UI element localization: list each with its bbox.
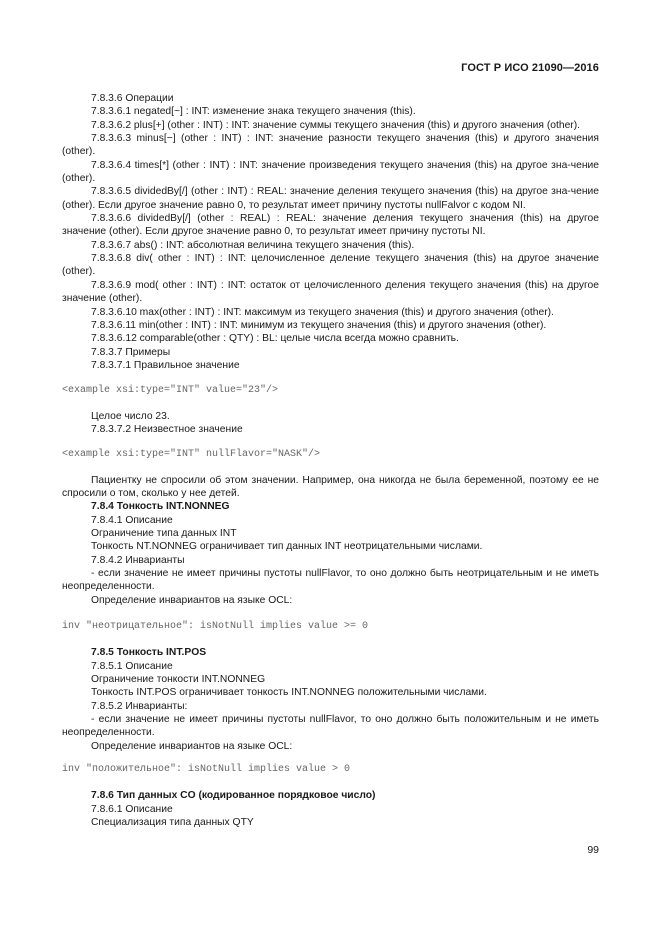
operation-div: 7.8.3.6.8 div( other : INT) : INT: целочисленное деление текущего значения (this) на другое значение (other). bbox=[62, 253, 599, 278]
operation-plus: 7.8.3.6.2 plus[+] (other : INT) : INT: значение суммы текущего значения (this) и другого значения (other). bbox=[91, 119, 581, 131]
code-example-2: <example xsi:type="INT" nullFlavor="NASK"/> bbox=[62, 449, 321, 461]
example-2-caption: Пациентку не спросили об этом значении. Например, она никогда не была беременной, поэтому ее не спросили о том, сколько у нее детей. bbox=[62, 474, 599, 499]
page-number: 99 bbox=[587, 844, 599, 856]
code-ocl-nonneg: inv "неотрицательное": isNotNull implies value >= 0 bbox=[62, 621, 369, 633]
section-7-8-5-1-line1: Ограничение тонкости INT.NONNEG bbox=[91, 674, 266, 686]
operation-negated: 7.8.3.6.1 negated[~] : INT: изменение знака текущего значения (this). bbox=[91, 106, 416, 118]
section-7-8-4-1-line1: Ограничение типа данных INT bbox=[91, 527, 237, 539]
section-7-8-3-7-title: 7.8.3.7 Примеры bbox=[91, 346, 171, 358]
section-7-8-4-2-text: - если значение не имеет причины пустоты nullFlavor, то оно должно быть неотрицательным и не иметь неопределенности. bbox=[62, 568, 599, 593]
operation-divided-by-int: 7.8.3.6.5 dividedBy[/] (other : INT) : REAL: значение деления текущего значения (this) на другое зна-чение (other). Если другое значение равно 0, то результат имеет причину пустоты nullFalvor с кодом NI. bbox=[62, 186, 599, 211]
section-7-8-6-1-title: 7.8.6.1 Описание bbox=[91, 803, 173, 815]
section-7-8-4-heading: 7.8.4 Тонкость INT.NONNEG bbox=[91, 501, 230, 513]
example-1-caption: Целое число 23. bbox=[91, 410, 170, 422]
code-example-1: <example xsi:type="INT" value="23"/> bbox=[62, 385, 279, 397]
operation-comparable: 7.8.3.6.12 comparable(other : QTY) : BL: целые числа всегда можно сравнить. bbox=[91, 333, 459, 345]
operation-minus: 7.8.3.6.3 minus[−] (other : INT) : INT: значение разности текущего значения (this) и другого значения (other). bbox=[62, 133, 599, 158]
example-2-title: 7.8.3.7.2 Неизвестное значение bbox=[91, 423, 243, 435]
operation-divided-by-real: 7.8.3.6.6 dividedBy[/] (other : REAL) : REAL: значение деления текущего значения (this) на другое значение (other). Если другое значение равно 0, то результат имеет причину пустоты NI. bbox=[62, 213, 599, 238]
operation-times: 7.8.3.6.4 times[*] (other : INT) : INT: значение произведения текущего значения (this) на другое зна-чение (other). bbox=[62, 159, 599, 185]
page-content bbox=[62, 92, 599, 830]
section-7-8-4-ocl-intro: Определение инвариантов на языке OCL: bbox=[91, 594, 293, 606]
example-1-title: 7.8.3.7.1 Правильное значение bbox=[91, 359, 240, 371]
section-7-8-3-6-title: 7.8.3.6 Операции bbox=[91, 93, 174, 104]
section-7-8-6-1-line1: Специализация типа данных QTY bbox=[91, 817, 254, 829]
section-7-8-5-heading: 7.8.5 Тонкость INT.POS bbox=[91, 647, 207, 659]
section-7-8-4-2-title: 7.8.4.2 Инварианты bbox=[91, 554, 185, 566]
operation-min: 7.8.3.6.11 min(other : INT) : INT: минимум из текущего значения (this) и другого значения (other). bbox=[91, 319, 547, 331]
standard-header: ГОСТ Р ИСО 21090—2016 bbox=[461, 62, 599, 74]
section-7-8-6-heading: 7.8.6 Тип данных CO (кодированное порядковое число) bbox=[91, 790, 376, 802]
section-7-8-5-2-text: - если значение не имеет причины пустоты nullFlavor, то оно должно быть положительным и не иметь неопределенности. bbox=[62, 714, 599, 739]
section-7-8-5-2-title: 7.8.5.2 Инварианты: bbox=[91, 700, 188, 712]
section-7-8-5-ocl-intro: Определение инвариантов на языке OCL: bbox=[91, 740, 293, 752]
code-ocl-pos: inv "положительное": isNotNull implies value > 0 bbox=[62, 764, 351, 776]
operation-mod: 7.8.3.6.9 mod( other : INT) : INT: остаток от целочисленного деления текущего значения (this) на другое значение (other). bbox=[62, 279, 599, 305]
operation-max: 7.8.3.6.10 max(other : INT) : INT: максимум из текущего значения (this) и другого значения (other). bbox=[91, 306, 554, 318]
section-7-8-5-1-line2: Тонкость INT.POS ограничивает тонкость INT.NONNEG положительными числами. bbox=[91, 687, 487, 699]
section-7-8-5-1-title: 7.8.5.1 Описание bbox=[91, 660, 173, 672]
operation-abs: 7.8.3.6.7 abs() : INT: абсолютная величина текущего значения (this). bbox=[91, 239, 415, 251]
section-7-8-4-1-line2: Тонкость NT.NONNEG ограничивает тип данных INT неотрицательными числами. bbox=[91, 541, 483, 553]
section-7-8-4-1-title: 7.8.4.1 Описание bbox=[91, 514, 173, 526]
